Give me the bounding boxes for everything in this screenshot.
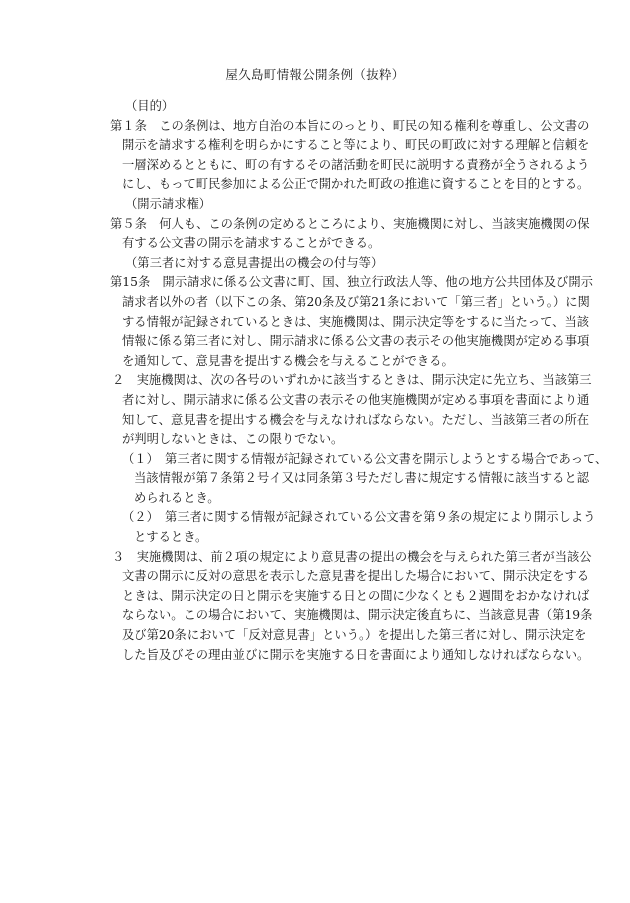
article-15-paragraph-2: [110, 371, 592, 449]
article-15-p2-line: 知して、意見書を提出する機会を与えなければならない。ただし、当該第三者の所在: [122, 412, 590, 427]
article-1-line: 一層深めるとともに、町の有するその諸活動を町民に説明する責務が全うされるよう: [122, 157, 590, 172]
document-body: [110, 97, 608, 665]
article-15-item-2-line: （２） 第三者に関する情報が記録されている公文書を第９条の規定により開示しよう: [122, 510, 596, 525]
article-15-item-2-line: とするとき。: [134, 530, 208, 545]
article-15-p1-line: を通知して、意見書を提出する機会を与えることができる。: [122, 353, 454, 368]
article-15-p3-line: した旨及びその理由並びに開示を実施する日を書面により通知しなければならない。: [122, 647, 590, 662]
article-15-p3-line: 文書の開示に反対の意思を表示した意見書を提出した場合において、開示決定をする: [122, 569, 590, 584]
article-15-paragraph-1: [110, 273, 593, 371]
article-15-p1-line: 情報に係る第三者に対し、開示請求に係る公文書の表示その他実施機関が定める事項: [122, 334, 590, 349]
article-5-line: 第５条 何人も、この条例の定めるところにより、実施機関に対し、当該実施機関の保: [110, 216, 590, 231]
article-15-p3-line: ときは、開示決定の日と開示を実施する日との間に少なくとも２週間をおかなければ: [122, 588, 590, 603]
article-15-p1-line: 請求者以外の者（以下この条、第20条及び第21条において「第三者」という。）に関: [122, 294, 590, 309]
article-5-line: 有する公文書の開示を請求することができる。: [122, 236, 381, 251]
document-title: 屋久島町情報公開条例（抜粋）: [225, 67, 405, 82]
article-15-p3-line: ならない。この場合において、実施機関は、開示決定後直ちに、当該意見書（第19条: [122, 608, 593, 623]
article-1-line: 第１条 この条例は、地方自治の本旨にのっとり、町民の知る権利を尊重し、公文書の: [110, 118, 590, 133]
article-15-p2-line: 者に対し、開示請求に係る公文書の表示その他実施機関が定める事項を書面により通: [122, 392, 590, 407]
article-15-p3-line: 及び第20条において「反対意見書」という。）を提出した第三者に対し、開示決定を: [122, 628, 587, 643]
article-15-item-1: [110, 450, 608, 509]
article-5-text: [110, 215, 590, 254]
article-15-paragraph-3: [110, 548, 593, 666]
article-1-text: [110, 117, 590, 195]
article-15-item-1-line: （１） 第三者に関する情報が記録されている公文書を開示しようとする場合であって、: [122, 451, 608, 466]
article-15-p3-line: ３ 実施機関は、前２項の規定により意見書の提出の機会を与えられた第三者が当該公: [112, 549, 592, 564]
article-15-p2-line: が判明しないときは、この限りでない。: [122, 432, 344, 447]
article-1-caption: （目的）: [125, 99, 175, 113]
article-1-line: 開示を請求する権利を明らかにすること等により、町民の町政に対する理解と信頼を: [122, 138, 590, 153]
article-1-line: にし、もって町民参加による公正で開かれた町政の推進に資することを目的とする。: [122, 177, 590, 192]
article-15-caption: （第三者に対する意見書提出の機会の付与等）: [125, 255, 384, 270]
article-15-item-2: [110, 508, 596, 547]
article-15-item-1-line: められるとき。: [134, 490, 220, 505]
article-15-p1-line: する情報が記録されているときは、実施機関は、開示決定等をするに当たって、当該: [122, 314, 590, 329]
article-5-caption: （開示請求権）: [125, 196, 212, 211]
article-15-item-1-line: 当該情報が第７条第２号イ又は同条第３号ただし書に規定する情報に該当すると認: [134, 471, 589, 486]
article-15-p1-line: 第15条 開示請求に係る公文書に町、国、独立行政法人等、他の地方公共団体及び開示: [110, 275, 593, 290]
article-15-p2-line: ２ 実施機関は、次の各号のいずれかに該当するときは、開示決定に先立ち、当該第三: [112, 373, 592, 388]
